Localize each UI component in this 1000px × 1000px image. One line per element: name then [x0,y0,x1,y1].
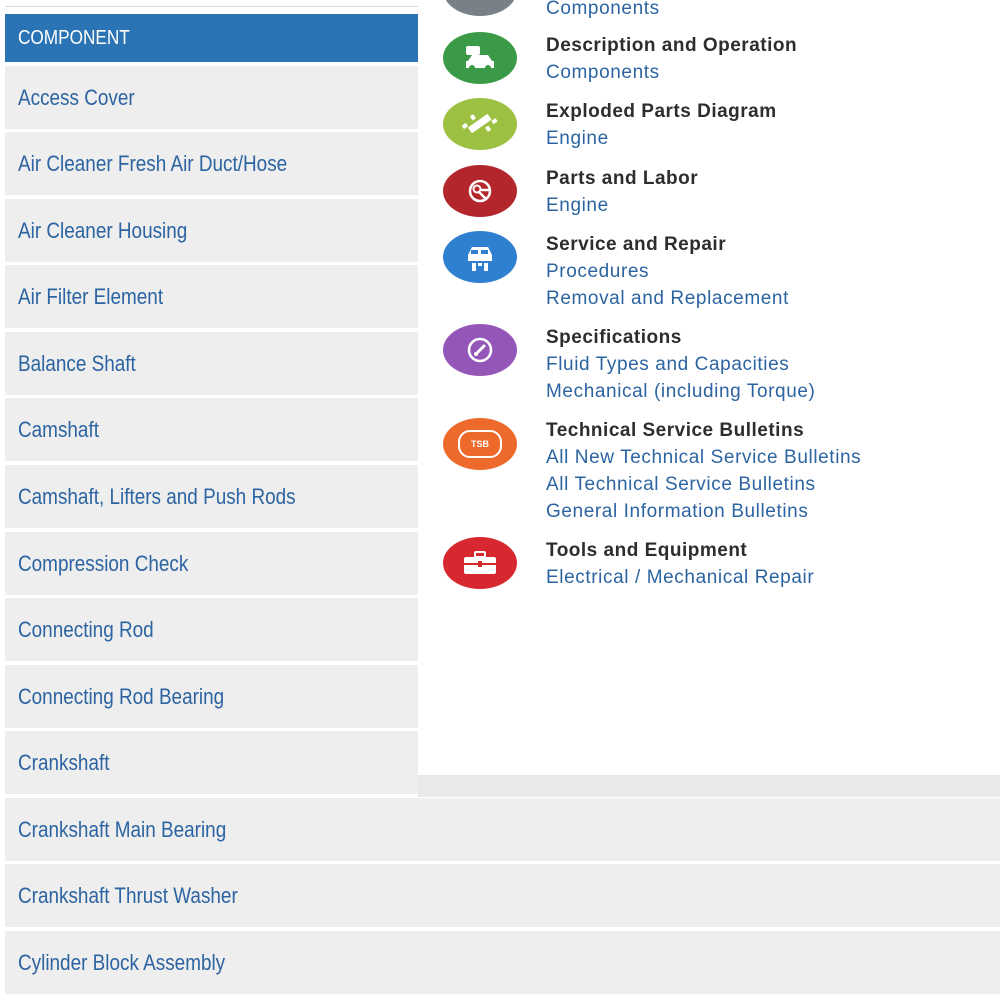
category-link[interactable]: Mechanical (including Torque) [546,381,816,402]
sidebar-item-label: Cylinder Block Assembly [18,950,226,975]
sidebar-item-air-filter-element[interactable] [5,265,418,328]
sidebar-item-label: Crankshaft Thrust Washer [18,883,238,908]
category-title: Service and Repair [546,234,727,255]
category-link[interactable]: Fluid Types and Capacities [546,354,790,375]
car-lift-icon[interactable] [443,231,517,283]
sidebar-item-label: Camshaft [18,417,99,442]
category-link[interactable]: Removal and Replacement [546,288,789,309]
category-link[interactable]: Procedures [546,261,650,282]
category-title: Tools and Equipment [546,540,748,561]
sidebar-item-label: Connecting Rod [18,617,154,642]
sidebar-item-connecting-rod[interactable] [5,598,418,661]
category-link[interactable]: Components [546,0,660,19]
category-link[interactable]: All Technical Service Bulletins [546,474,816,495]
exploded-diagram-icon[interactable] [443,98,517,150]
panel-bottom-band [418,775,1000,797]
sidebar-item-balance-shaft[interactable] [5,332,418,395]
sidebar-item-connecting-rod-bearing[interactable] [5,665,418,728]
category-title: Technical Service Bulletins [546,420,805,441]
car-description-icon[interactable] [443,32,517,84]
component-header-label: COMPONENT [18,27,130,49]
sidebar-item-camshaft[interactable] [5,398,418,461]
tsb-icon[interactable] [443,418,517,470]
sidebar-item-label: Crankshaft Main Bearing [18,817,227,842]
category-link[interactable]: Engine [546,195,609,216]
category-link[interactable]: Components [546,62,660,83]
gauge-icon[interactable] [443,324,517,376]
category-link[interactable]: Electrical / Mechanical Repair [546,567,815,588]
sidebar-search-input[interactable] [5,0,418,7]
sidebar-item-label: Air Cleaner Housing [18,218,188,243]
tsb-icon-label: TSB [458,430,502,458]
sidebar-item-camshaft-lifters-push-rods[interactable] [5,465,418,528]
sidebar-item-crankshaft-thrust-washer[interactable] [5,864,1000,927]
category-link[interactable]: All New Technical Service Bulletins [546,447,862,468]
sidebar-item-label: Compression Check [18,551,189,576]
parts-labor-icon[interactable] [443,165,517,217]
category-link[interactable]: Engine [546,128,609,149]
component-header [5,14,418,62]
sidebar-item-compression-check[interactable] [5,532,418,595]
sidebar-item-air-cleaner-housing[interactable] [5,199,418,262]
info-category-panel [418,0,1000,775]
sidebar-item-crankshaft[interactable] [5,731,418,794]
category-title: Specifications [546,327,682,348]
category-title: Parts and Labor [546,168,699,189]
component-sidebar [5,0,418,1000]
sidebar-item-label: Balance Shaft [18,351,136,376]
sidebar-item-air-cleaner-duct[interactable] [5,132,418,195]
sidebar-item-access-cover[interactable] [5,66,418,129]
toolbox-icon[interactable] [443,537,517,589]
partial-category-icon [443,0,517,16]
sidebar-item-label: Air Cleaner Fresh Air Duct/Hose [18,151,288,176]
sidebar-item-label: Access Cover [18,85,135,110]
sidebar-item-label: Air Filter Element [18,284,164,309]
sidebar-item-cylinder-block-assembly[interactable] [5,931,1000,994]
category-title: Exploded Parts Diagram [546,101,777,122]
sidebar-item-label: Camshaft, Lifters and Push Rods [18,484,296,509]
sidebar-item-label: Connecting Rod Bearing [18,684,225,709]
category-link[interactable]: General Information Bulletins [546,501,809,522]
category-title: Description and Operation [546,35,798,56]
sidebar-item-crankshaft-main-bearing[interactable] [5,798,1000,861]
sidebar-item-label: Crankshaft [18,750,110,775]
